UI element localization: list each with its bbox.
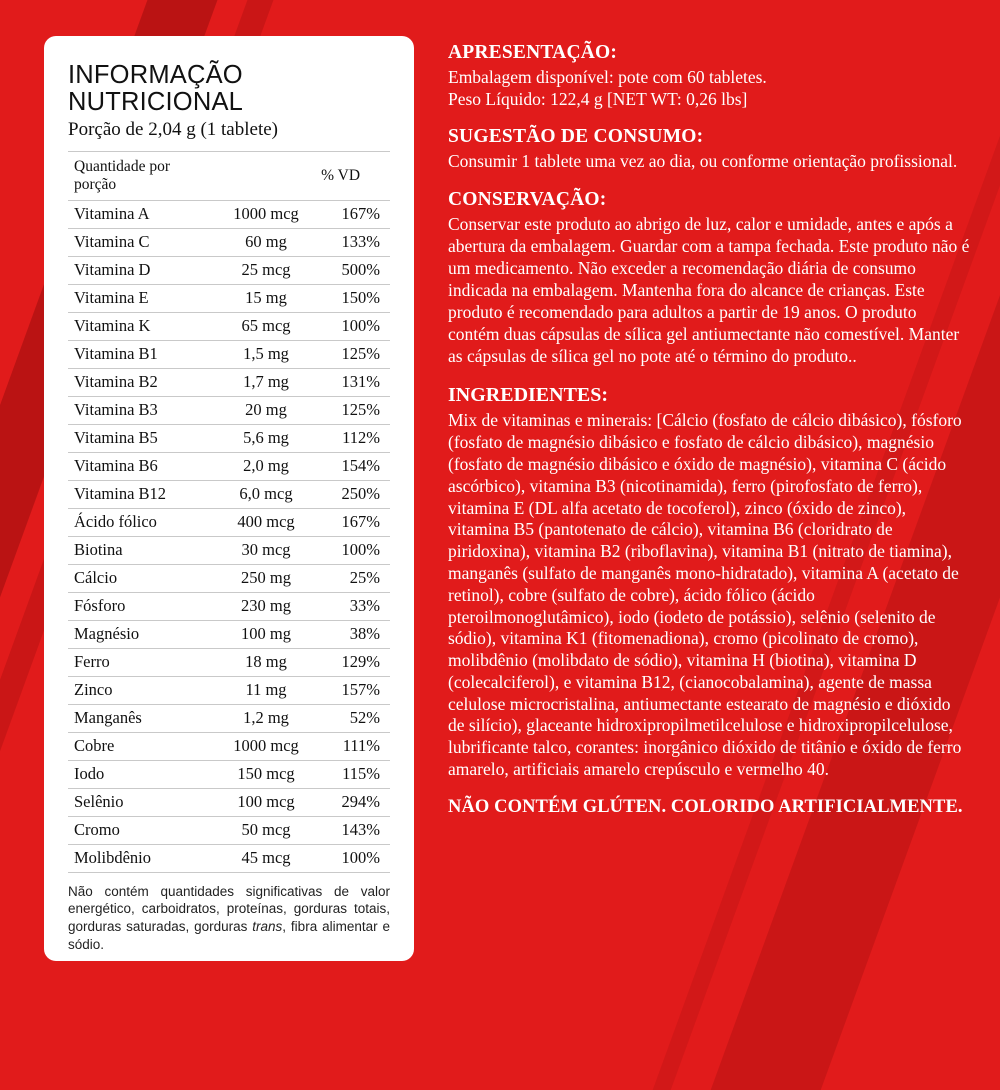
ingredients-body: Mix de vitaminas e minerais: [Cálcio (fosfato de cálcio dibásico), fósforo (fosfato de magnésio dibásico e fosfato de cálcio dibásico), magnésio (fosfato de magnésio dibásico e óxido de magnésio), vitamina C (ácido ascórbico), vitamina B3 (nicotinamida), ferro (pirofosfato de ferro), vitamina E (DL alfa acetato de tocoferol), zinco (óxido de zinco), vitamina B5 (pantotenato de cálcio), vitamina B6 (cloridrato de piridoxina), vitamina B2 (riboflavina), vitamina B1 (nitrato de tiamina), manganês (sulfato de manganês mono-hidratado), vitamina A (acetato de retinol), cobre (sulfato de cobre), ácido fólico (ácido pteroilmonoglutâmico), iodo (iodeto de potássio), selênio (selenito de sódio), vitamina K1 (fitomenadiona), cromo (picolinato de cromo), molibdênio (molibdato de sódio), vitamina H (biotina), vitamina D (colecalciferol), e vitamina B12, (cianocobalamina), agente de massa celulose microcristalina, antiumectante estearato de magnésio e dióxido de silício), glaceante hidroxipropilmetilcelulose e hidroxipropilcelulose, lubrificante talco, corantes: inorgânico dióxido de titânio e óxido de ferro amarelo, artificiais amarelo crepúsculo e vermelho 40.: [448, 410, 962, 779]
nutrient-name: Vitamina B5: [68, 424, 213, 452]
nutrient-daily-value: 115%: [319, 760, 390, 788]
table-row: [68, 508, 390, 536]
presentation-line-2: Peso Líquido: 122,4 g [NET WT: 0,26 lbs]: [448, 89, 748, 110]
nutrient-quantity: 65 mcg: [213, 312, 319, 340]
ingredients-heading: INGREDIENTES:: [448, 384, 609, 407]
nutrient-name: Cálcio: [68, 564, 213, 592]
table-row: [68, 452, 390, 480]
nutrient-daily-value: 150%: [319, 284, 390, 312]
nutrient-daily-value: 500%: [319, 256, 390, 284]
nutrient-quantity: 6,0 mcg: [213, 480, 319, 508]
nutrient-quantity: 25 mcg: [213, 256, 319, 284]
table-row: [68, 368, 390, 396]
table-header-row: [68, 151, 390, 200]
nutrient-quantity: 45 mcg: [213, 844, 319, 872]
nutrient-name: Vitamina B1: [68, 340, 213, 368]
usage-heading: SUGESTÃO DE CONSUMO:: [448, 126, 704, 148]
nutrient-quantity: 1000 mcg: [213, 200, 319, 228]
nutrient-quantity: 1,7 mg: [213, 368, 319, 396]
nutrient-daily-value: 125%: [319, 396, 390, 424]
nutrient-name: Iodo: [68, 760, 213, 788]
header-quantity: [213, 151, 319, 200]
nutrient-name: Ferro: [68, 648, 213, 676]
nutrient-quantity: 400 mcg: [213, 508, 319, 536]
nutrient-name: Vitamina B12: [68, 480, 213, 508]
nutrient-daily-value: 131%: [319, 368, 390, 396]
nutrient-name: Vitamina C: [68, 228, 213, 256]
nutrient-quantity: 5,6 mg: [213, 424, 319, 452]
nutrient-quantity: 1000 mcg: [213, 732, 319, 760]
nutrient-quantity: 50 mcg: [213, 816, 319, 844]
nutrient-name: Vitamina B2: [68, 368, 213, 396]
table-row: [68, 228, 390, 256]
nutrient-daily-value: 100%: [319, 844, 390, 872]
nutrient-quantity: 1,2 mg: [213, 704, 319, 732]
nutrient-name: Biotina: [68, 536, 213, 564]
nutrient-name: Vitamina B6: [68, 452, 213, 480]
table-row: [68, 788, 390, 816]
nutrient-name: Manganês: [68, 704, 213, 732]
nutrient-quantity: 18 mg: [213, 648, 319, 676]
nutrient-name: Magnésio: [68, 620, 213, 648]
product-info-column: [414, 28, 970, 976]
nutrition-table: [68, 151, 390, 873]
table-row: [68, 200, 390, 228]
nutrient-daily-value: 154%: [319, 452, 390, 480]
table-row: [68, 480, 390, 508]
nutrition-panel-title: INFORMAÇÃO NUTRICIONAL: [68, 61, 244, 116]
nutrient-daily-value: 38%: [319, 620, 390, 648]
nutrient-name: Vitamina K: [68, 312, 213, 340]
nutrient-name: Vitamina E: [68, 284, 213, 312]
footnote-part-1: Não contém quantidades significativas de valor energético, carboidratos, proteínas, gorduras totais, gorduras saturadas, gorduras: [68, 883, 390, 935]
gluten-free-notice: NÃO CONTÉM GLÚTEN. COLORIDO ARTIFICIALMENTE.: [448, 796, 963, 817]
nutrient-daily-value: 143%: [319, 816, 390, 844]
nutrient-daily-value: 129%: [319, 648, 390, 676]
nutrient-quantity: 1,5 mg: [213, 340, 319, 368]
nutrient-daily-value: 111%: [319, 732, 390, 760]
footnote-italic-trans: trans: [252, 919, 283, 935]
table-row: [68, 816, 390, 844]
usage-body: Consumir 1 tablete uma vez ao dia, ou conforme orientação profissional.: [448, 151, 958, 172]
nutrient-daily-value: 125%: [319, 340, 390, 368]
nutrient-quantity: 230 mg: [213, 592, 319, 620]
table-row: [68, 396, 390, 424]
storage-heading: CONSERVAÇÃO:: [448, 189, 607, 211]
nutrient-daily-value: 33%: [319, 592, 390, 620]
nutrient-quantity: 15 mg: [213, 284, 319, 312]
nutrient-name: Cobre: [68, 732, 213, 760]
nutrient-daily-value: 167%: [319, 508, 390, 536]
nutrient-quantity: 60 mg: [213, 228, 319, 256]
serving-size-text: Porção de 2,04 g (1 tablete): [68, 118, 278, 140]
table-row: [68, 564, 390, 592]
nutrition-table-head: [68, 151, 390, 200]
nutrient-name: Zinco: [68, 676, 213, 704]
nutrient-name: Ácido fólico: [68, 508, 213, 536]
table-row: [68, 676, 390, 704]
nutrient-quantity: 100 mcg: [213, 788, 319, 816]
table-row: [68, 536, 390, 564]
nutrient-name: Selênio: [68, 788, 213, 816]
nutrient-name: Vitamina B3: [68, 396, 213, 424]
table-row: [68, 424, 390, 452]
nutrient-daily-value: 25%: [319, 564, 390, 592]
nutrient-quantity: 100 mg: [213, 620, 319, 648]
nutrient-quantity: 30 mcg: [213, 536, 319, 564]
table-row: [68, 312, 390, 340]
nutrient-name: Cromo: [68, 816, 213, 844]
presentation-body: [448, 66, 970, 110]
header-daily-value: % VD: [319, 151, 390, 200]
table-row: [68, 648, 390, 676]
nutrient-daily-value: 294%: [319, 788, 390, 816]
nutrient-quantity: 2,0 mg: [213, 452, 319, 480]
table-row: [68, 760, 390, 788]
nutrient-name: Vitamina D: [68, 256, 213, 284]
nutrient-daily-value: 133%: [319, 228, 390, 256]
nutrient-daily-value: 250%: [319, 480, 390, 508]
nutrient-name: Fósforo: [68, 592, 213, 620]
nutrition-facts-card: [44, 36, 414, 961]
nutrition-footnote: [68, 883, 390, 954]
nutrient-quantity: 11 mg: [213, 676, 319, 704]
presentation-heading: APRESENTAÇÃO:: [448, 42, 618, 63]
table-row: [68, 256, 390, 284]
nutrient-daily-value: 100%: [319, 312, 390, 340]
storage-body: Conservar este produto ao abrigo de luz, calor e umidade, antes e após a abertura da embalagem. Guardar com a tampa fechada. Este produto não é um medicamento. Não exceder a recomendação diária de consumo indicada na embalagem. Mantenha fora do alcance de crianças. Este produto é recomendado para adultos a partir de 19 anos. O produto contém duas cápsulas de sílica gel antiumectante não comestível. Manter as cápsulas de sílica gel no pote até o término do produto..: [448, 214, 970, 367]
nutrient-daily-value: 167%: [319, 200, 390, 228]
nutrient-daily-value: 157%: [319, 676, 390, 704]
table-row: [68, 704, 390, 732]
header-amount-per-serving: Quantidade por porção: [68, 151, 213, 200]
table-row: [68, 340, 390, 368]
nutrient-name: Vitamina A: [68, 200, 213, 228]
footnote-part-2: , fibra alimentar e sódio.: [68, 919, 391, 952]
nutrient-quantity: 150 mcg: [213, 760, 319, 788]
nutrient-daily-value: 52%: [319, 704, 390, 732]
table-row: [68, 284, 390, 312]
nutrient-quantity: 20 mg: [213, 396, 319, 424]
nutrient-name: Molibdênio: [68, 844, 213, 872]
nutrition-table-body: [68, 200, 390, 872]
nutrient-quantity: 250 mg: [213, 564, 319, 592]
nutrient-daily-value: 100%: [319, 536, 390, 564]
presentation-line-1: Embalagem disponível: pote com 60 tabletes.: [448, 67, 767, 87]
nutrient-daily-value: 112%: [319, 424, 390, 452]
table-row: [68, 732, 390, 760]
table-row: [68, 620, 390, 648]
table-row: [68, 844, 390, 872]
table-row: [68, 592, 390, 620]
